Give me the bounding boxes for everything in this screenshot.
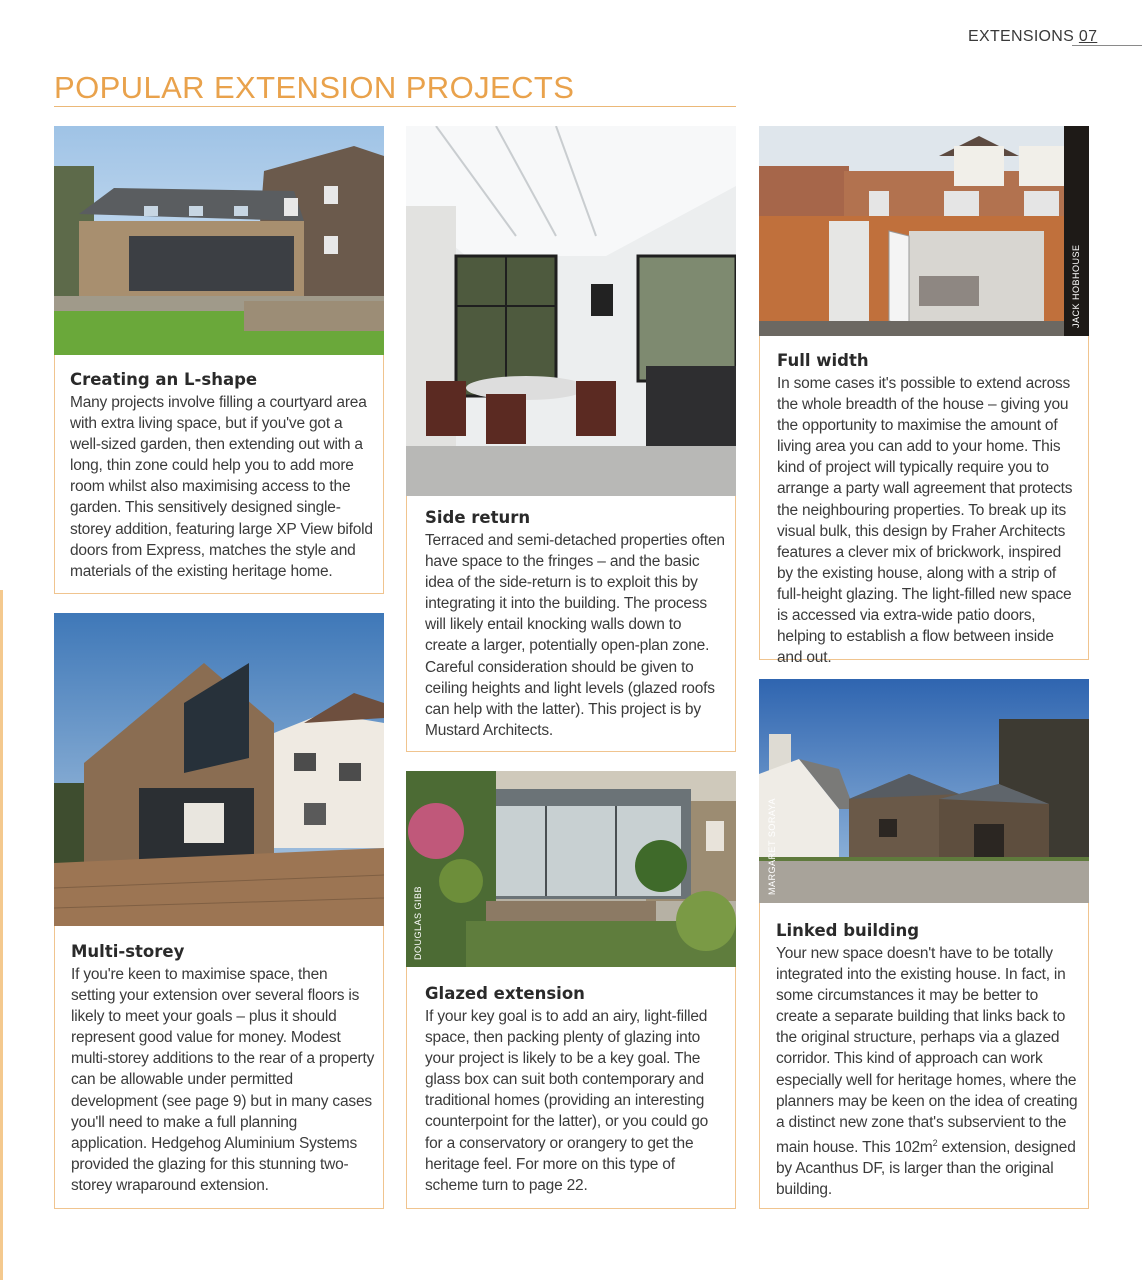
page-edge-stripe <box>0 590 3 1280</box>
body-linked-building-end: extension, designed by Acanthus DF, is larger than the original building. <box>776 1139 1076 1199</box>
text-multi-storey <box>71 942 375 1196</box>
body-full-width: In some cases it's possible to extend across the whole breadth of the house – giving you the opportunity to maximise the amount of living area you can add to your home. This kind of project will typically require you to arrange a party wall agreement that protects the neighbouring properties. To break up its visual bulk, this design by Fraher Architects features a clever mix of brickwork, inspired by the existing house, along with a strip of full-height glazing. The light-filled new space is accessed via extra-wide patio doors, helping to establish a flow between inside and out. <box>777 375 1073 667</box>
section-name: EXTENSIONS <box>968 28 1075 45</box>
title-rule <box>54 106 736 107</box>
photo-multi-storey <box>54 613 384 926</box>
heading-glazed-extension: Glazed extension <box>425 984 585 1003</box>
text-full-width <box>777 351 1081 668</box>
text-glazed-extension <box>425 984 725 1196</box>
credit-glazed-extension: DOUGLAS GIBB <box>413 885 423 960</box>
photo-full-width <box>759 126 1089 336</box>
body-linked-building-start: Your new space doesn't have to be totally integrated into the existing house. In fact, in some circumstances it may be better to create a separate building that links back to the original structure, perhaps via a glazed corridor. This kind of approach can work especially well for heritage homes, where the planners may be keen on the idea of creating a distinct new zone that's subservient to the main house. This <box>776 945 1078 1156</box>
page-number: 07 <box>1078 28 1098 45</box>
area-superscript: 2 <box>932 1137 938 1148</box>
body-l-shape: Many projects involve filling a courtyard area with extra living space, but if you've got a well-sized garden, then extending out with a long, thin zone could help you to add more room whilst also maximising access to the garden. This sensitively designed single-storey addition, featuring large XP View bifold doors from Express, matches the style and materials of the existing heritage home. <box>70 394 373 580</box>
body-side-return: Terraced and semi-detached properties often have space to the fringes – and the basic idea of the side-return is to exploit this by integrating it into the building. The process will likely entail knocking walls down to create a larger, potentially open-plan zone. Careful consideration should be given to ceiling heights and light levels (glazed roofs can help with the latter). This project is by Mustard Architects. <box>425 532 725 739</box>
page-header <box>968 28 1097 46</box>
body-linked-building <box>776 943 1082 1200</box>
area-value: 102m <box>894 1139 933 1156</box>
body-multi-storey: If you're keen to maximise space, then setting your extension over several floors is likely to meet your goals – plus it should represent good value for money. Modest multi-storey additions to the rear of a property can be allowable under permitted development (see page 9) but in many cases you'll need to make a full planning application. Hedgehog Aluminium Systems provided the glazing for this stunning two-storey wraparound extension. <box>71 966 375 1194</box>
photo-glazed-extension <box>406 771 736 967</box>
page-title: POPULAR EXTENSION PROJECTS <box>54 70 575 105</box>
heading-full-width: Full width <box>777 351 869 370</box>
heading-linked-building: Linked building <box>776 921 920 940</box>
credit-linked-building: MARGARET SORAYA <box>767 797 777 895</box>
text-linked-building <box>776 921 1082 1200</box>
photo-linked-building <box>759 679 1089 903</box>
heading-side-return: Side return <box>425 508 531 527</box>
header-rule <box>1072 45 1142 46</box>
text-side-return <box>425 508 725 741</box>
credit-full-width: JACK HOBHOUSE <box>1071 244 1081 328</box>
heading-l-shape: Creating an L-shape <box>70 370 258 389</box>
photo-l-shape <box>54 126 384 355</box>
body-glazed-extension: If your key goal is to add an airy, light-filled space, then packing plenty of glazing into your project is likely to be a key goal. The glass box can suit both contemporary and traditional homes (providing an interesting counterpoint for the latter), or you could go for a conservatory or orangery to get the heritage feel. For more on this type of scheme turn to page 22. <box>425 1008 709 1194</box>
text-l-shape <box>70 370 375 582</box>
heading-multi-storey: Multi-storey <box>71 942 185 961</box>
photo-side-return <box>406 126 736 496</box>
